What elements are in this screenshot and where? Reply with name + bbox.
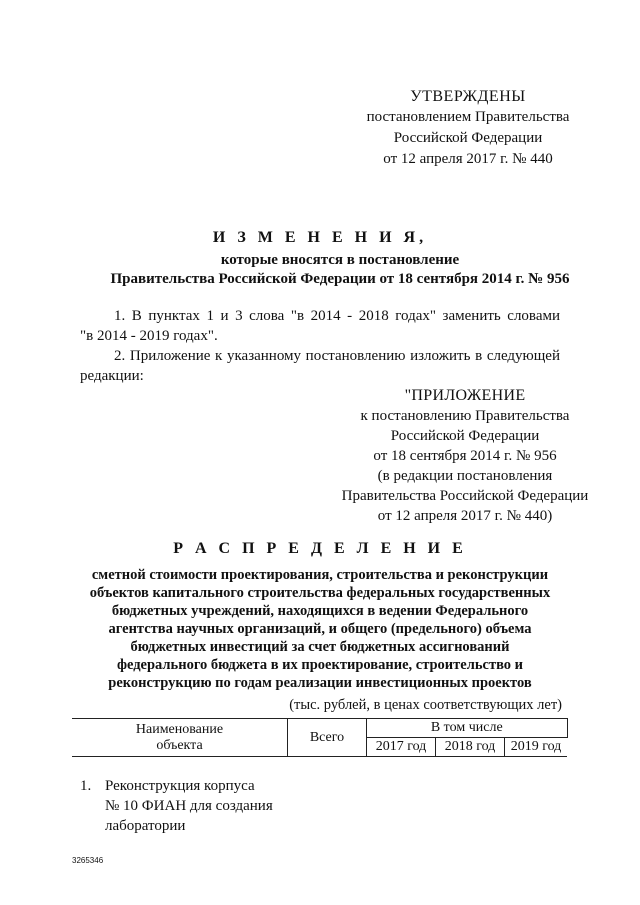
appendix-line: Правительства Российской Федерации <box>341 488 589 504</box>
distribution-table <box>72 718 568 757</box>
document-code: 3265346 <box>72 856 104 865</box>
header-year-cell: 2019 год <box>505 738 568 757</box>
changes-subtitle <box>60 251 620 289</box>
distribution-line: реконструкцию по годам реализации инвестиционных проектов <box>108 675 532 691</box>
distribution-description <box>70 566 570 692</box>
header-total-cell: Всего <box>288 719 367 757</box>
row-object-line: № 10 ФИАН для создания <box>105 798 273 814</box>
paragraph-line: 1. В пунктах 1 и 3 слова "в 2014 - 2018 годах" заменить словами <box>114 308 560 324</box>
header-including-cell: В том числе <box>367 719 568 738</box>
units-note: (тыс. рублей, в ценах соответствующих лет) <box>289 697 562 713</box>
appendix-line: от 18 сентября 2014 г. № 956 <box>373 448 557 464</box>
approval-block <box>318 86 618 170</box>
changes-subtitle-line: Правительства Российской Федерации от 18 сентября 2014 г. № 956 <box>110 271 570 287</box>
changes-subtitle-line: которые вносятся в постановление <box>220 252 460 268</box>
row-object-line: Реконструкция корпуса <box>105 778 255 794</box>
distribution-line: объектов капитального строительства федеральных государственных <box>89 585 551 601</box>
distribution-line: федерального бюджета в их проектирование, строительство и <box>116 657 524 673</box>
paragraph-1 <box>80 306 560 346</box>
header-name-cell <box>72 719 288 757</box>
appendix-line: (в редакции постановления <box>377 468 553 484</box>
distribution-line: сметной стоимости проектирования, строительства и реконструкции <box>91 567 549 583</box>
approval-heading: УТВЕРЖДЕНЫ <box>410 88 526 105</box>
approval-line: Российской Федерации <box>393 130 543 146</box>
paragraph-line: 2. Приложение к указанному постановлению изложить в следующей <box>114 348 560 364</box>
appendix-heading: "ПРИЛОЖЕНИЕ <box>404 387 526 404</box>
appendix-block <box>300 386 630 526</box>
row-number: 1. <box>80 778 92 794</box>
distribution-title: Р А С П Р Е Д Е Л Е Н И Е <box>173 540 467 557</box>
paragraph-line: "в 2014 - 2019 годах". <box>80 328 218 344</box>
appendix-line: к постановлению Правительства <box>360 408 570 424</box>
distribution-line: бюджетных инвестиций за счет бюджетных ассигнований <box>130 639 510 655</box>
changes-title: И З М Е Н Е Н И Я, <box>212 229 428 246</box>
table-row <box>80 776 340 840</box>
approval-line: от 12 апреля 2017 г. № 440 <box>383 151 553 167</box>
appendix-line: от 12 апреля 2017 г. № 440) <box>377 508 553 524</box>
distribution-line: бюджетных учреждений, находящихся в ведении Федерального <box>111 603 529 619</box>
appendix-line: Российской Федерации <box>390 428 540 444</box>
header-year-cell: 2017 год <box>367 738 436 757</box>
paragraph-line: редакции: <box>80 368 144 384</box>
header-name-line: объекта <box>156 737 203 753</box>
header-year-cell: 2018 год <box>436 738 505 757</box>
approval-line: постановлением Правительства <box>366 109 570 125</box>
paragraph-2 <box>80 346 560 386</box>
row-object-name <box>105 776 325 836</box>
header-name-line: Наименование <box>135 721 224 737</box>
distribution-line: агентства научных организаций, и общего (предельного) объема <box>108 621 532 637</box>
row-object-line: лаборатории <box>105 818 186 834</box>
